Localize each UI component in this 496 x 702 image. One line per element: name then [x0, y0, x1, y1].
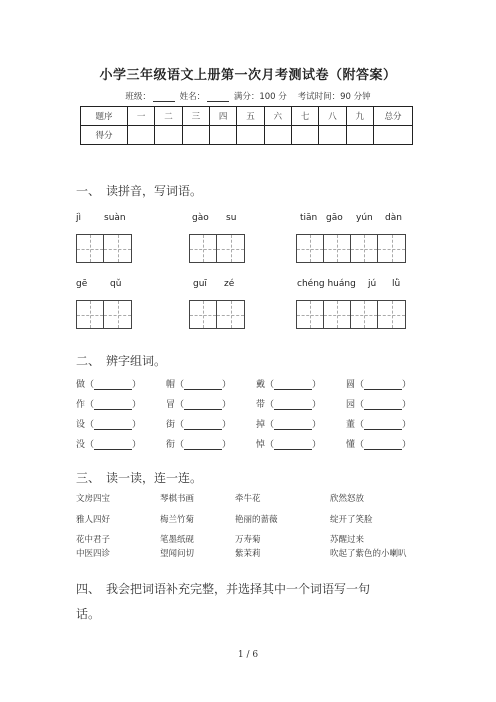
- section-3-heading: 三、 读一读，连一连。: [76, 471, 203, 485]
- writing-cell[interactable]: [378, 301, 405, 328]
- table-cell: 二: [155, 107, 182, 126]
- word-formation-item: [346, 377, 411, 390]
- close-paren: ）: [132, 380, 142, 390]
- pinyin: tiān: [300, 213, 318, 223]
- word-formation-item: [76, 437, 141, 450]
- answer-blank[interactable]: [184, 420, 222, 430]
- open-paren: （: [85, 440, 95, 450]
- section-1-heading: 一、 读拼音，写词语。: [76, 184, 203, 198]
- open-paren: （: [265, 420, 275, 430]
- answer-blank[interactable]: [94, 440, 132, 450]
- writing-cell[interactable]: [351, 301, 378, 328]
- score-blank[interactable]: [155, 126, 182, 145]
- word-formation-item: [346, 417, 411, 430]
- tianzige-grid[interactable]: [189, 300, 245, 329]
- writing-cell[interactable]: [297, 235, 324, 262]
- score-blank[interactable]: [346, 126, 373, 145]
- open-paren: （: [355, 440, 365, 450]
- score-blank[interactable]: [209, 126, 236, 145]
- tianzige-grid[interactable]: [296, 300, 406, 329]
- score-blank[interactable]: [264, 126, 291, 145]
- pinyin: gē: [76, 279, 88, 289]
- pinyin: jú: [368, 279, 377, 289]
- writing-cell[interactable]: [378, 235, 405, 262]
- character: 冒: [166, 400, 176, 410]
- link-col3-item[interactable]: 牵牛花: [235, 494, 261, 504]
- answer-blank[interactable]: [364, 440, 402, 450]
- word-formation-item: [76, 417, 141, 430]
- open-paren: （: [265, 400, 275, 410]
- close-paren: ）: [132, 440, 142, 450]
- table-cell: 题序: [81, 107, 128, 126]
- tianzige-grid[interactable]: [76, 234, 132, 263]
- writing-cell[interactable]: [351, 235, 378, 262]
- writing-cell[interactable]: [77, 235, 104, 262]
- word-formation-item: [256, 437, 321, 450]
- character: 圆: [346, 380, 356, 390]
- score-table: [80, 106, 413, 145]
- answer-blank[interactable]: [364, 380, 402, 390]
- table-cell: 八: [319, 107, 346, 126]
- answer-blank[interactable]: [274, 440, 312, 450]
- open-paren: （: [355, 420, 365, 430]
- close-paren: ）: [402, 420, 412, 430]
- answer-blank[interactable]: [184, 440, 222, 450]
- class-blank: [153, 93, 175, 102]
- close-paren: ）: [312, 400, 322, 410]
- table-cell: 三: [182, 107, 209, 126]
- pinyin: su: [226, 213, 237, 223]
- word-formation-item: [346, 437, 411, 450]
- pinyin: suàn: [104, 213, 126, 223]
- link-col3-item[interactable]: 万寿菊: [235, 535, 261, 545]
- class-label: 班级：: [125, 92, 151, 102]
- answer-blank[interactable]: [94, 420, 132, 430]
- answer-blank[interactable]: [274, 420, 312, 430]
- close-paren: ）: [402, 440, 412, 450]
- character: 没: [76, 440, 86, 450]
- word-formation-item: [166, 397, 231, 410]
- link-col3-item[interactable]: 紫茉莉: [235, 549, 261, 559]
- pinyin: dàn: [385, 213, 402, 223]
- character: 园: [346, 400, 356, 410]
- close-paren: ）: [312, 440, 322, 450]
- tianzige-grid[interactable]: [296, 234, 406, 263]
- link-col1-item[interactable]: 花中君子: [76, 535, 111, 545]
- writing-cell[interactable]: [104, 301, 131, 328]
- page-title: 小学三年级语文上册第一次月考测试卷（附答案）: [99, 68, 397, 83]
- answer-blank[interactable]: [94, 380, 132, 390]
- tianzige-grid[interactable]: [76, 300, 132, 329]
- table-cell: 九: [346, 107, 373, 126]
- character: 街: [166, 420, 176, 430]
- open-paren: （: [175, 400, 185, 410]
- link-col2-item[interactable]: 笔墨纸砚: [160, 535, 195, 545]
- open-paren: （: [355, 400, 365, 410]
- open-paren: （: [175, 420, 185, 430]
- close-paren: ）: [222, 440, 232, 450]
- writing-cell[interactable]: [324, 235, 351, 262]
- open-paren: （: [265, 440, 275, 450]
- close-paren: ）: [222, 380, 232, 390]
- pinyin: jì: [76, 213, 82, 223]
- link-col2-item[interactable]: 梅兰竹菊: [160, 515, 195, 525]
- writing-cell[interactable]: [190, 301, 217, 328]
- full-score: 满分：100 分: [233, 92, 287, 102]
- answer-blank[interactable]: [274, 400, 312, 410]
- score-blank[interactable]: [182, 126, 209, 145]
- answer-blank[interactable]: [364, 400, 402, 410]
- table-cell: 得分: [81, 126, 128, 145]
- close-paren: ）: [222, 400, 232, 410]
- word-formation-item: [76, 377, 141, 390]
- link-col3-item[interactable]: 艳丽的蔷薇: [235, 515, 278, 525]
- character: 衔: [166, 440, 176, 450]
- close-paren: ）: [312, 380, 322, 390]
- open-paren: （: [175, 380, 185, 390]
- word-formation-item: [76, 397, 141, 410]
- close-paren: ）: [402, 380, 412, 390]
- open-paren: （: [265, 380, 275, 390]
- tianzige-grid[interactable]: [189, 234, 245, 263]
- link-col1-item[interactable]: 雅人四好: [76, 515, 111, 525]
- pinyin: qǔ: [110, 279, 122, 289]
- link-col4-item[interactable]: 苏醒过来: [330, 535, 365, 545]
- open-paren: （: [175, 440, 185, 450]
- answer-blank[interactable]: [364, 420, 402, 430]
- pinyin: yún: [356, 213, 373, 223]
- character: 设: [76, 420, 86, 430]
- exam-time: 考试时间：90 分钟: [297, 92, 371, 102]
- writing-cell[interactable]: [190, 235, 217, 262]
- word-formation-item: [346, 397, 411, 410]
- character: 掉: [256, 420, 266, 430]
- writing-cell[interactable]: [217, 235, 244, 262]
- score-blank[interactable]: [291, 126, 318, 145]
- pinyin: guī: [193, 279, 207, 289]
- section-4-heading-cont: 话。: [76, 607, 101, 621]
- word-formation-item: [166, 417, 231, 430]
- answer-blank[interactable]: [94, 400, 132, 410]
- table-cell: 六: [264, 107, 291, 126]
- link-col4-item[interactable]: 绽开了笑脸: [330, 515, 373, 525]
- close-paren: ）: [132, 420, 142, 430]
- close-paren: ）: [132, 400, 142, 410]
- word-formation-item: [256, 377, 321, 390]
- table-cell: 四: [209, 107, 236, 126]
- writing-cell[interactable]: [77, 301, 104, 328]
- answer-blank[interactable]: [184, 380, 222, 390]
- open-paren: （: [85, 380, 95, 390]
- word-formation-item: [256, 397, 321, 410]
- writing-cell[interactable]: [217, 301, 244, 328]
- character: 做: [76, 380, 86, 390]
- link-col2-item[interactable]: 望闻问切: [160, 549, 195, 559]
- score-blank[interactable]: [319, 126, 346, 145]
- pinyin: gào: [192, 213, 209, 223]
- section-4-heading: 四、 我会把词语补充完整，并选择其中一个词语写一句: [76, 582, 371, 596]
- score-blank[interactable]: [374, 126, 413, 145]
- open-paren: （: [85, 400, 95, 410]
- pinyin: zé: [224, 279, 235, 289]
- character: 帽: [166, 380, 176, 390]
- close-paren: ）: [312, 420, 322, 430]
- character: 悼: [256, 440, 266, 450]
- score-header-row: [81, 107, 413, 126]
- writing-cell[interactable]: [104, 235, 131, 262]
- score-blank[interactable]: [128, 126, 155, 145]
- score-value-row: [81, 126, 413, 145]
- page-number: 1 / 6: [237, 650, 259, 660]
- answer-blank[interactable]: [184, 400, 222, 410]
- word-formation-item: [166, 437, 231, 450]
- answer-blank[interactable]: [274, 380, 312, 390]
- score-blank[interactable]: [237, 126, 264, 145]
- exam-info: [0, 90, 496, 102]
- close-paren: ）: [222, 420, 232, 430]
- link-col4-item[interactable]: 吹起了紫色的小喇叭: [330, 549, 407, 559]
- word-formation-item: [256, 417, 321, 430]
- writing-cell[interactable]: [297, 301, 324, 328]
- table-cell: 五: [237, 107, 264, 126]
- section-2-heading: 二、 辨字组词。: [76, 354, 167, 368]
- close-paren: ）: [402, 400, 412, 410]
- pinyin: lǜ: [392, 279, 401, 289]
- name-label: 姓名：: [179, 92, 206, 102]
- open-paren: （: [355, 380, 365, 390]
- link-col1-item[interactable]: 文房四宝: [76, 494, 111, 504]
- character: 作: [76, 400, 86, 410]
- table-cell: 总分: [374, 107, 413, 126]
- table-cell: 一: [128, 107, 155, 126]
- pinyin: gāo: [326, 213, 343, 223]
- character: 董: [346, 420, 356, 430]
- link-col2-item[interactable]: 琴棋书画: [160, 494, 195, 504]
- word-formation-item: [166, 377, 231, 390]
- name-blank: [207, 93, 229, 102]
- open-paren: （: [85, 420, 95, 430]
- character: 带: [256, 400, 266, 410]
- link-col1-item[interactable]: 中医四诊: [76, 549, 111, 559]
- writing-cell[interactable]: [324, 301, 351, 328]
- link-col4-item[interactable]: 欣然怒放: [330, 494, 365, 504]
- table-cell: 七: [291, 107, 318, 126]
- pinyin: chéng huáng: [297, 279, 356, 289]
- character: 懂: [346, 440, 356, 450]
- character: 戴: [256, 380, 266, 390]
